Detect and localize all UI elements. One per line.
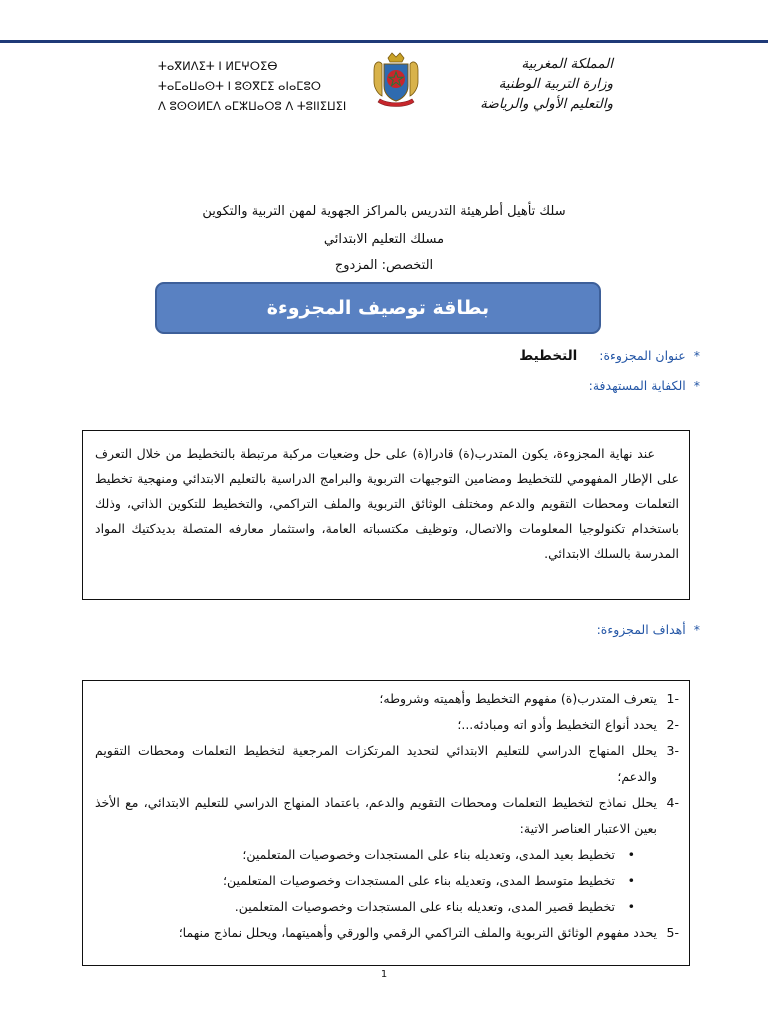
module-title-value: التخطيط xyxy=(519,348,578,364)
header-tifinagh xyxy=(158,56,378,116)
sub-item-text: تخطيط متوسط المدى، وتعديله بناء على المستجدات وخصوصيات المتعلمين؛ xyxy=(222,873,615,888)
objective-text: يحدد مفهوم الوثائق التربوية والملف التراكمي الرقمي والورقي وأهميتهما، ويحلل نماذج منهما؛ xyxy=(178,925,657,940)
bullet-icon: • xyxy=(627,899,635,914)
sub-item xyxy=(95,894,679,920)
objectives-label: أهداف المجزوءة: xyxy=(596,622,686,637)
objective-number: -3 xyxy=(666,743,679,758)
program-title: سلك تأهيل أطرهيئة التدريس بالمراكز الجهوية لمهن التربية والتكوين xyxy=(202,204,566,219)
objective-text: يحلل نماذج لتخطيط التعلمات ومحطات التقويم والدعم، باعتماد المنهاج الدراسي للتعليم الابتدائي، مع الأخذ بعين الاعتبار العناصر الاتية: xyxy=(95,795,657,836)
header-rule xyxy=(0,40,768,43)
ministry-line: المملكة المغربية xyxy=(521,56,613,72)
header-arabic xyxy=(393,54,613,114)
objective-item xyxy=(95,738,679,790)
objective-number: -2 xyxy=(666,717,679,732)
tifinagh-line: ⵜⴰⴳⵍⴷⵉⵜ ⵏ ⵍⵎⵖⵔⵉⴱ xyxy=(158,59,278,73)
competency-text: عند نهاية المجزوءة، يكون المتدرب(ة) قادرا(ة) على حل وضعيات مركبة مرتبطة بالتخطيط من خلال التعرف على الإطار المفهومي للتخطيط ومضامين التوجيهات التربوية والبرامج الدراسية بالتعليم الابتدائي ومنهجية تخطيط التعلمات ومحطات التقويم والدعم ومختلف الوثائق التربوية والملف التراكمي، والتخطيط للتكوين الذاتي، وذلك باستخدام تكنولوجيا المعلومات والاتصال، وتوظيف مكتسباته العامة، واستثمار معارفه المتصلة بديدكتيك المواد المدرسة بالسلك الابتدائي. xyxy=(95,446,679,561)
sub-item-text: تخطيط قصير المدى، وتعديله بناء على المستجدات وخصوصيات المتعلمين. xyxy=(234,899,615,914)
ministry-line: وزارة التربية الوطنية xyxy=(498,76,613,92)
asterisk-icon: * xyxy=(693,348,700,363)
objective-number: -5 xyxy=(666,925,679,940)
module-title-label: عنوان المجزوءة: xyxy=(599,348,686,363)
objective-item xyxy=(95,790,679,842)
bullet-icon: • xyxy=(627,873,635,888)
tifinagh-line: ⵜⴰⵎⴰⵡⴰⵙⵜ ⵏ ⵓⵙⴳⵎⵉ ⴰⵏⴰⵎⵓⵔ xyxy=(158,79,321,93)
competency-field xyxy=(589,378,700,393)
objective-text: يحدد أنواع التخطيط وأدو اته ومبادئه...؛ xyxy=(457,717,657,732)
asterisk-icon: * xyxy=(693,378,700,393)
objective-item xyxy=(95,712,679,738)
sub-item-text: تخطيط بعيد المدى، وتعديله بناء على المستجدات وخصوصيات المتعلمين؛ xyxy=(242,847,615,862)
objective-text: يتعرف المتدرب(ة) مفهوم التخطيط وأهميته وشروطه؛ xyxy=(379,691,657,706)
objective-number: -1 xyxy=(666,691,679,706)
objective-number: -4 xyxy=(666,795,679,810)
sub-item xyxy=(95,842,679,868)
module-title-field xyxy=(519,348,700,364)
objective-item xyxy=(95,686,679,712)
objective-text: يحلل المنهاج الدراسي للتعليم الابتدائي لتحديد المرتكزات المرجعية لتخطيط التعلمات ومحطات التقويم والدعم؛ xyxy=(95,743,657,784)
objective-item xyxy=(95,920,679,946)
bullet-icon: • xyxy=(627,847,635,862)
asterisk-icon: * xyxy=(693,622,700,637)
ministry-line: والتعليم الأولي والرياضة xyxy=(480,96,613,112)
competency-box xyxy=(82,430,690,600)
page-number: 1 xyxy=(380,969,388,980)
track-title: مسلك التعليم الابتدائي xyxy=(323,232,445,247)
specialty-title: التخصص: المزدوج xyxy=(334,258,434,273)
tifinagh-line: ⴷ ⵓⵙⵙⵍⵎⴷ ⴰⵎⵣⵡⴰⵔⵓ ⴷ ⵜⵓⵏⵏⵉⵡⵉⵏ xyxy=(158,99,347,113)
objectives-field xyxy=(597,622,700,637)
module-card-banner: بطاقة توصيف المجزوءة xyxy=(155,282,601,334)
competency-label: الكفاية المستهدفة: xyxy=(588,378,686,393)
objectives-box xyxy=(82,680,690,966)
sub-item xyxy=(95,868,679,894)
